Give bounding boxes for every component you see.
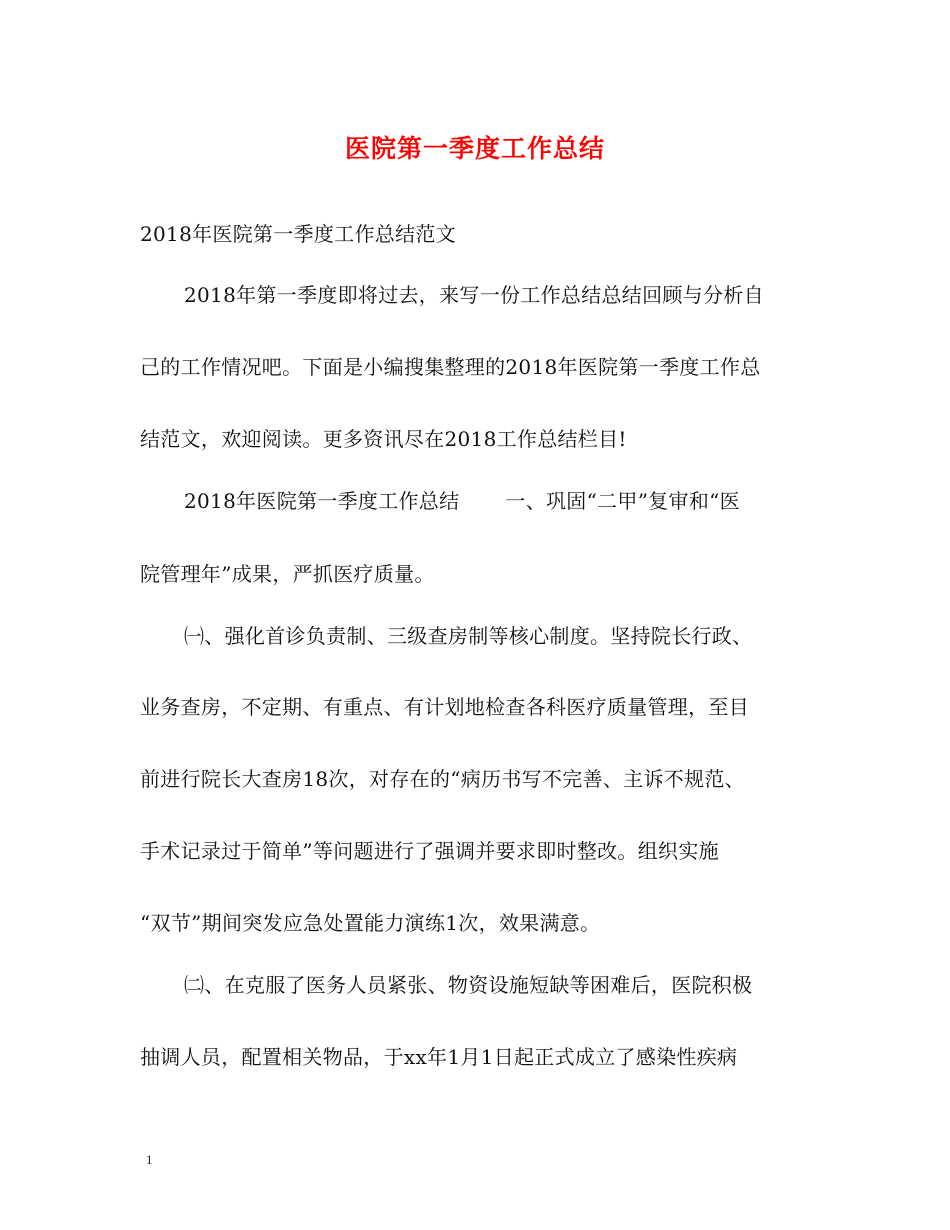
paragraph-line <box>184 488 740 514</box>
paragraph-line: 院管理年”成果，严抓医疗质量。 <box>140 562 435 586</box>
section-heading: 2018年医院第一季度工作总结 <box>184 489 460 513</box>
paragraph-line: 己的工作情况吧。下面是小编搜集整理的2018年医院第一季度工作总 <box>140 355 761 379</box>
paragraph-line: ㈠、强化首诊负责制、三级查房制等核心制度。坚持院长行政、 <box>184 624 753 648</box>
paragraph-line: 结范文，欢迎阅读。更多资讯尽在2018工作总结栏目! <box>140 427 627 451</box>
document-title: 医院第一季度工作总结 <box>344 134 605 163</box>
paragraph-line: 业务查房，不定期、有重点、有计划地检查各科医疗质量管理，至目 <box>140 695 749 719</box>
paragraph-line: 前进行院长大查房18次，对存在的“病历书写不完善、主诉不规范、 <box>140 767 745 791</box>
paragraph-line: 2018年第一季度即将过去，来写一份工作总结总结回顾与分析自 <box>184 283 764 307</box>
paragraph-line: 抽调人员，配置相关物品，于xx年1月1日起正式成立了感染性疾病 <box>140 1045 738 1069</box>
page-number: 1 <box>146 1152 153 1167</box>
paragraph-line: “双节”期间突发应急处置能力演练1次，效果满意。 <box>140 911 601 935</box>
section-heading-point: 一、巩固“二甲”复审和“医 <box>505 489 740 513</box>
paragraph-line: ㈡、在克服了医务人员紧张、物资设施短缺等困难后，医院积极 <box>184 973 753 997</box>
paragraph-line: 手术记录过于简单”等问题进行了强调并要求即时整改。组织实施 <box>140 839 719 863</box>
subtitle-line: 2018年医院第一季度工作总结范文 <box>140 222 456 246</box>
